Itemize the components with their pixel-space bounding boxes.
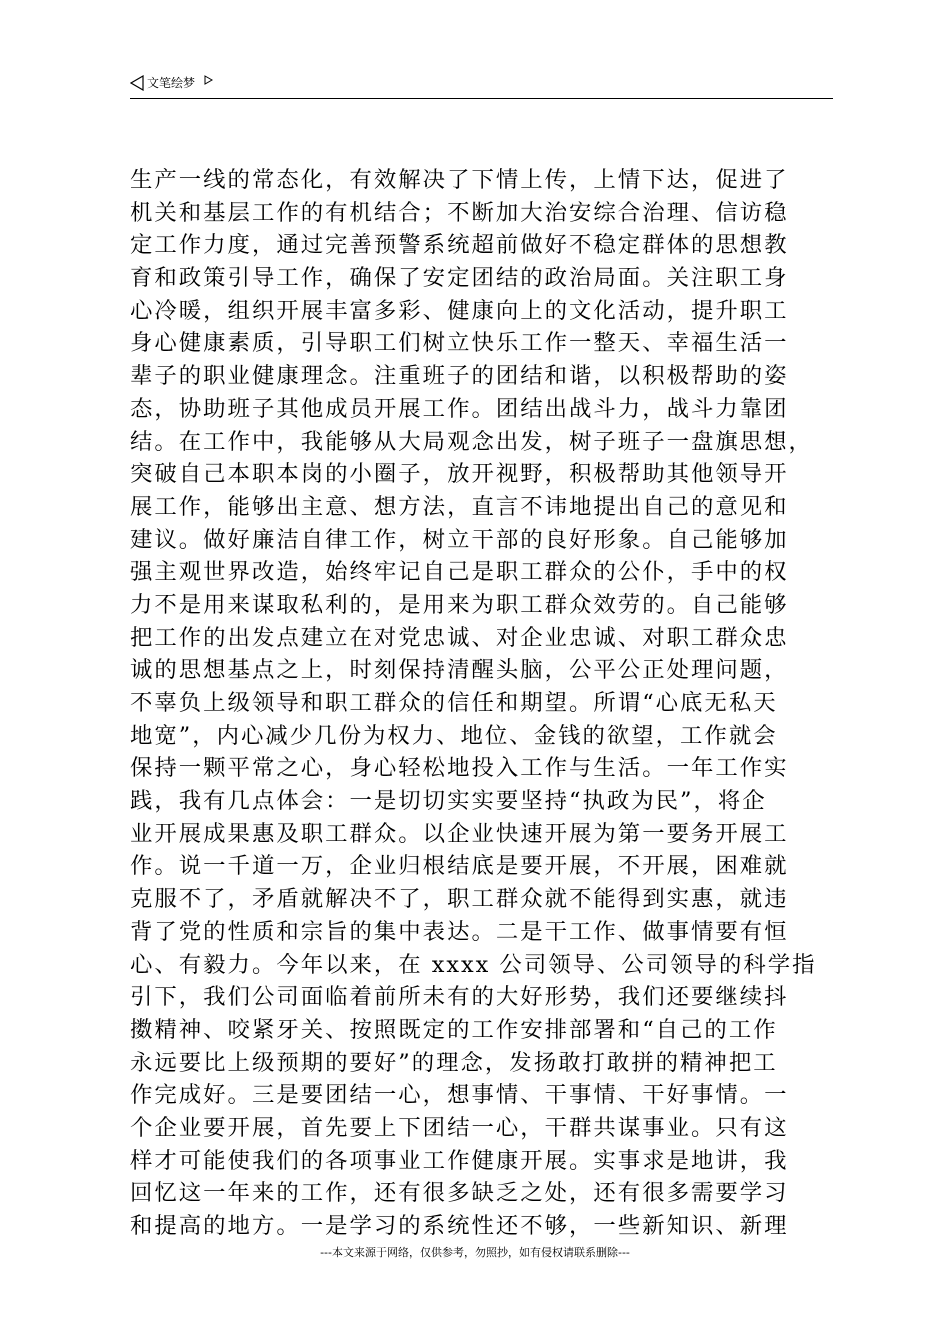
text-line: 机关和基层工作的有机结合；不断加大治安综合治理、信访稳 xyxy=(130,199,789,226)
text-line: 背了党的性质和宗旨的集中表达。二是干工作、做事情要有恒 xyxy=(130,918,789,945)
text-line: 不辜负上级领导和职工群众的信任和期望。所谓“心底无私天 xyxy=(130,690,778,716)
text-line: 结。在工作中，我能够从大局观念出发，树子班子一盘旗思想， xyxy=(130,428,813,455)
brand-text: 文笔绘梦 xyxy=(147,76,196,90)
text-line: 强主观世界改造，始终牢记自己是职工群众的公仆，手中的权 xyxy=(130,559,789,586)
body-paragraph xyxy=(130,164,835,1243)
text-line: 生产一线的常态化，有效解决了下情上传，上情下达，促进了 xyxy=(130,167,789,193)
text-line: 辈子的职业健康理念。注重班子的团结和谐，以积极帮助的姿 xyxy=(130,363,789,390)
text-line: 践，我有几点体会：一是切切实实要坚持“执政为民”，将企 xyxy=(130,788,767,815)
text-line: 建议。做好廉洁自律工作，树立干部的良好形象。自己能够加 xyxy=(130,526,789,553)
text-line: 把工作的出发点建立在对党忠诚、对企业忠诚、对职工群众忠 xyxy=(130,624,789,651)
text-line: 回忆这一年来的工作，还有很多缺乏之处，还有很多需要学习 xyxy=(130,1180,789,1207)
text-line: 育和政策引导工作，确保了安定团结的政治局面。关注职工身 xyxy=(130,265,789,292)
text-line: 样才可能使我们的各项事业工作健康开展。实事求是地讲，我 xyxy=(130,1147,789,1174)
text-line: 态，协助班子其他成员开展工作。团结出战斗力，战斗力靠团 xyxy=(130,395,789,422)
text-line: 保持一颗平常之心，身心轻松地投入工作与生活。一年工作实 xyxy=(130,755,789,782)
text-line: 心、有毅力。今年以来，在 xxxx 公司领导、公司领导的科学指 xyxy=(130,951,817,978)
text-line: 克服不了，矛盾就解决不了，职工群众就不能得到实惠，就违 xyxy=(130,886,789,913)
text-line: 突破自己本职本岗的小圈子，放开视野，积极帮助其他领导开 xyxy=(130,461,789,488)
header-brand xyxy=(130,74,213,92)
text-line: 身心健康素质，引导职工们树立快乐工作一整天、幸福生活一 xyxy=(130,330,789,357)
text-line: 作。说一千道一万，企业归根结底是要开展，不开展，困难就 xyxy=(130,853,789,880)
page-header xyxy=(130,74,833,99)
text-line: 诚的思想基点之上，时刻保持清醒头脑，公平公正处理问题， xyxy=(130,657,789,684)
text-line: 力不是用来谋取私利的，是用来为职工群众效劳的。自己能够 xyxy=(130,591,789,618)
left-triangle-icon xyxy=(130,75,144,91)
footer-notice: ---本文来源于网络，仅供参考，勿照抄，如有侵权请联系删除--- xyxy=(320,1246,630,1259)
text-line: 作完成好。三是要团结一心，想事情、干事情、干好事情。一 xyxy=(130,1082,789,1109)
text-line: 引下，我们公司面临着前所未有的大好形势，我们还要继续抖 xyxy=(130,984,789,1011)
text-line: 业开展成果惠及职工群众。以企业快速开展为第一要务开展工 xyxy=(130,820,789,847)
right-triangle-icon xyxy=(198,81,213,85)
text-line: 定工作力度，通过完善预警系统超前做好不稳定群体的思想教 xyxy=(130,232,789,259)
text-line: 地宽”，内心减少几份为权力、地位、金钱的欲望，工作就会 xyxy=(130,722,778,749)
text-line: 展工作，能够出主意、想方法，直言不讳地提出自己的意见和 xyxy=(130,493,789,520)
text-line: 心冷暖，组织开展丰富多彩、健康向上的文化活动，提升职工 xyxy=(130,297,789,324)
text-line: 擞精神、咬紧牙关、按照既定的工作安排部署和“自己的工作 xyxy=(130,1016,778,1043)
text-line: 永远要比上级预期的要好”的理念，发扬敢打敢拼的精神把工 xyxy=(130,1049,778,1076)
text-line: 个企业要开展，首先要上下团结一心，干群共谋事业。只有这 xyxy=(130,1114,789,1141)
text-line: 和提高的地方。一是学习的系统性还不够，一些新知识、新理 xyxy=(130,1213,789,1239)
